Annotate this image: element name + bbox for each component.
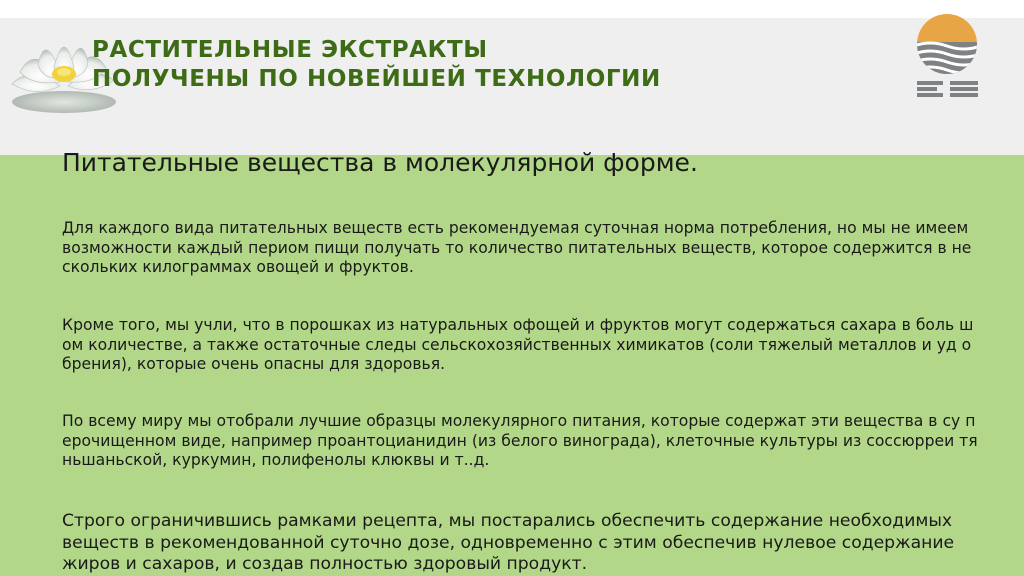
- header-title-line-2: ПОЛУЧЕНЫ ПО НОВЕЙШЕЙ ТЕХНОЛОГИИ: [92, 66, 661, 92]
- paragraph-selected-samples: По всему миру мы отобрали лучшие образцы молекулярного питания, которые содержат эти вещества в су перочищенном виде, например проантоцианидин (из белого винограда), клеточные культуры из соссюрреи тяньшаньской, куркумин, полифенолы клюквы и т..д.: [62, 412, 978, 470]
- header-title: [92, 36, 661, 94]
- sun-waves-logo-icon: [912, 12, 982, 98]
- header-title-line-1: РАСТИТЕЛЬНЫЕ ЭКСТРАКТЫ: [92, 37, 488, 63]
- paragraph-recipe-summary: Строго ограничившись рамками рецепта, мы постарались обеспечить содержание необходимых веществ в рекомендованной суточно дозе, одновременно с этим обеспечив нулевое содержание жиров и сахаров, и создав полностью здоровый продукт.: [62, 511, 955, 574]
- paragraph-daily-norm: Для каждого вида питательных веществ есть рекомендуемая суточная норма потребления, но мы не имеем возможности каждый периом пищи получать то количество питательных веществ, которое содержится в не скольких килограммах овощей и фруктов.: [62, 219, 972, 277]
- top-margin: [0, 0, 1024, 18]
- paragraph-sugar-chemicals: Кроме того, мы учли, что в порошках из натуральных офощей и фруктов могут содержаться сахара в боль шом количестве, а также остаточные следы сельскохозяйственных химикатов (соли тяжелый металлов и уд обрения), которые очень опасны для здоровья.: [62, 316, 974, 374]
- main-heading: Питательные вещества в молекулярной форме.: [62, 148, 698, 177]
